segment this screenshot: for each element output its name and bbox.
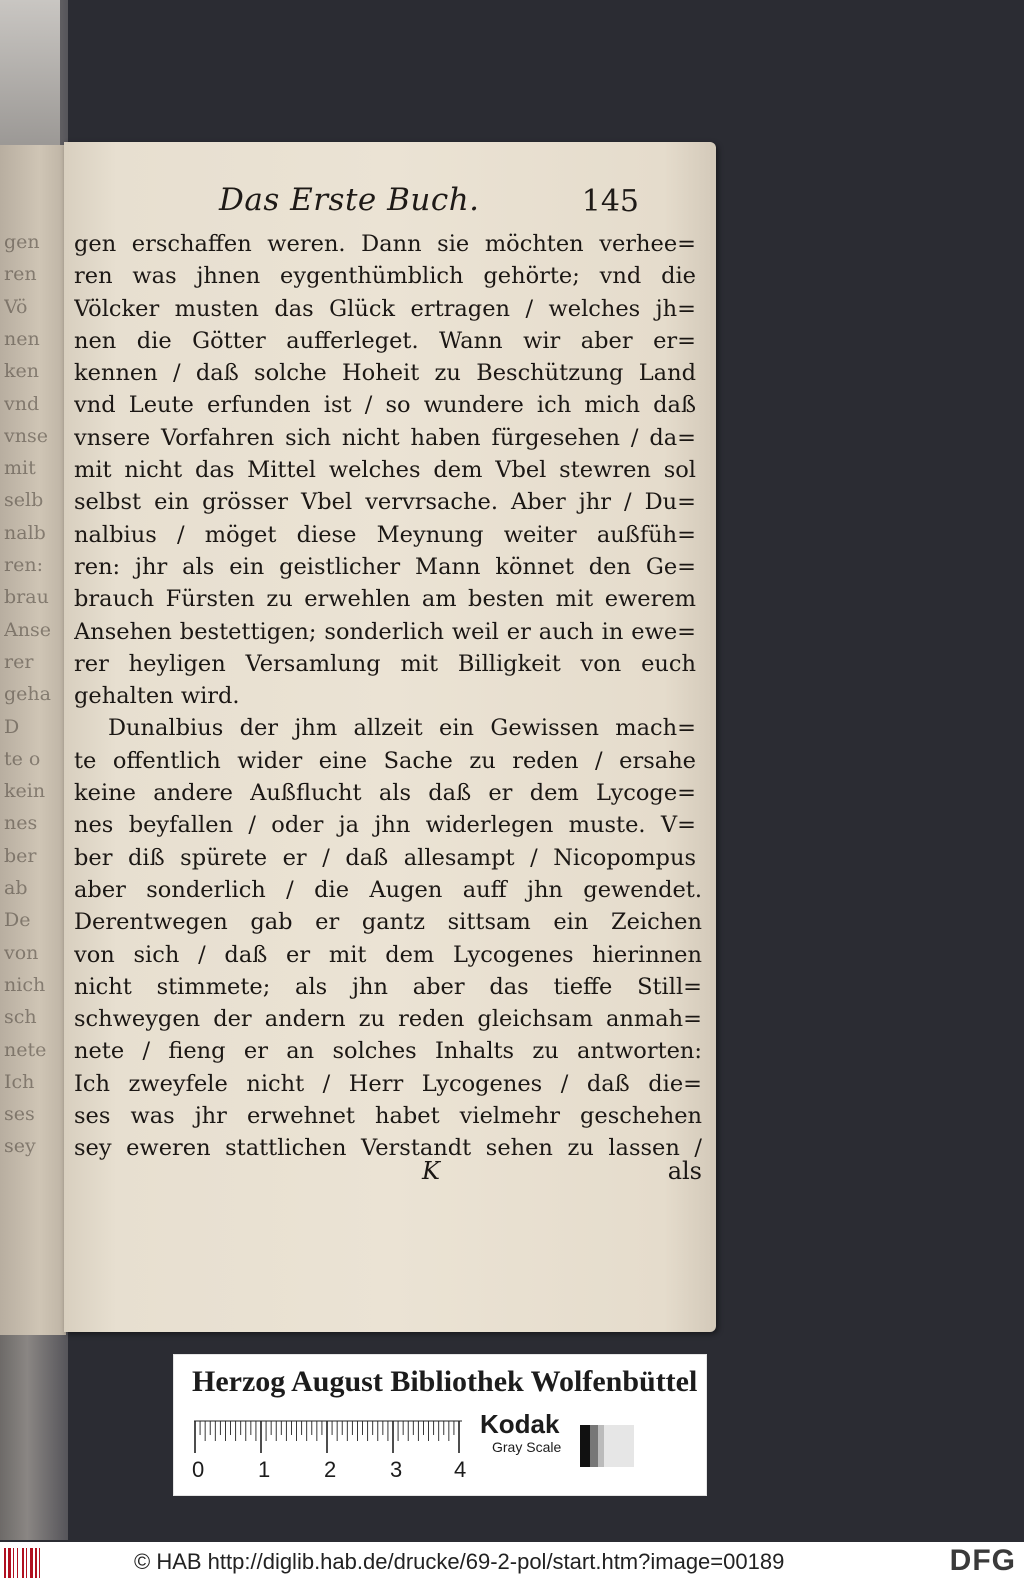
previous-page-fragment: te o (4, 747, 41, 770)
signature-mark: K (422, 1157, 440, 1185)
previous-page-fragment: De (4, 909, 31, 932)
previous-page-fragment: Vö (4, 295, 28, 318)
previous-page-fragment: Ich (4, 1070, 35, 1093)
text-line: aber sonderlich / die Augen auff jhn gewendet. (74, 876, 702, 903)
text-line: Ich zweyfele nicht / Herr Lycogenes / daß die= (74, 1070, 702, 1097)
body-text (74, 228, 702, 1165)
text-line: vnd Leute erfunden ist / so wundere ich mich daß (74, 392, 696, 419)
previous-page-fragment: nich (4, 973, 46, 996)
text-line: ren was jhnen eygenthümblich gehörte; vnd die (74, 263, 696, 290)
previous-page-fragment: ren: (4, 554, 43, 576)
text-line: nen die Götter aufferleget. Wann wir aber er= (74, 327, 696, 354)
previous-page-fragment: ber (4, 844, 37, 867)
dfg-logo: DFG (949, 1544, 1016, 1577)
page-number: 145 (581, 184, 639, 219)
previous-page-fragment: ab (4, 877, 28, 899)
barcode-bar (4, 1548, 6, 1578)
scale-number-4: 4 (454, 1457, 467, 1482)
previous-page-fragment: gen (4, 231, 40, 253)
text-line: nes beyfallen / oder ja jhn widerlegen muste. V= (74, 812, 696, 839)
scale-number-3: 3 (390, 1457, 403, 1482)
barcode-bar (17, 1548, 18, 1578)
library-name: Herzog August Bibliothek Wolfenbüttel (192, 1365, 698, 1398)
barcode-icon (4, 1548, 48, 1578)
text-line: Dunalbius der jhm allzeit ein Gewissen mach= (108, 715, 696, 742)
previous-page-fragment: ken (4, 360, 39, 383)
text-line: keine andere Außflucht als daß er dem Lycoge= (74, 780, 696, 807)
previous-page-fragment: nen (4, 327, 40, 350)
scale-numbers (192, 1457, 492, 1487)
text-line: ren: jhr als ein geistlicher Mann könnet den Ge= (74, 553, 696, 580)
scanner-background-light (0, 0, 60, 150)
text-line: kennen / daß solche Hoheit zu Beschützung Land (74, 360, 696, 387)
text-line: vnsere Vorfahren sich nicht haben fürgesehen / da= (74, 424, 696, 451)
text-line: nicht stimmete; als jhn aber das tieffe Still= (74, 973, 702, 1000)
text-line: te offentlich wider eine Sache zu reden / ersahe (74, 747, 696, 774)
copyright-credit: © HAB http://diglib.hab.de/drucke/69-2-pol/start.htm?image=00189 (134, 1549, 785, 1574)
text-line: ber diß spürete er / daß allesampt / Nicopompus (74, 844, 696, 871)
text-line: selbst ein grösser Vbel vervrsache. Aber jhr / Du= (74, 489, 696, 516)
running-head (219, 182, 639, 222)
scale-number-1: 1 (258, 1457, 271, 1482)
barcode-bar (8, 1548, 11, 1578)
previous-page-fragment: nalb (4, 521, 46, 544)
text-line: Derentwegen gab er gantz sittsam ein Zeichen (74, 909, 702, 936)
text-line: brauch Fürsten zu erwehlen am besten mit ewerem (74, 586, 696, 613)
scale-ruler (194, 1413, 462, 1463)
barcode-bar (39, 1548, 40, 1578)
text-line: Ansehen bestettigen; sonderlich weil er auch in ewe= (74, 618, 696, 645)
scale-number-2: 2 (324, 1457, 337, 1482)
previous-page-edge (0, 145, 66, 1335)
text-line: von sich / daß er mit dem Lycogenes hierinnen (74, 941, 702, 968)
barcode-bar (30, 1548, 33, 1578)
book-page (64, 142, 716, 1332)
color-target-card (173, 1354, 707, 1496)
previous-page-fragment: nete (4, 1038, 47, 1061)
gray-scale-swatch (580, 1425, 634, 1467)
previous-page-fragment: D (4, 715, 20, 738)
barcode-bar (22, 1548, 24, 1578)
text-line: nete / fieng er an solches Inhalts zu antworten: (74, 1038, 702, 1065)
text-line: gen erschaffen weren. Dann sie möchten verhee= (74, 231, 696, 257)
catchword: als (667, 1157, 702, 1185)
barcode-bar (26, 1548, 27, 1578)
running-title: Das Erste Buch. (219, 182, 480, 218)
text-line: nalbius / möget diese Meynung weiter außfüh= (74, 521, 696, 548)
text-line: mit nicht das Mittel welches dem Vbel stewren sol (74, 457, 696, 484)
kodak-logo: Kodak (480, 1409, 560, 1439)
previous-page-fragment: vnse (4, 424, 48, 447)
previous-page-fragment: ren (4, 263, 37, 286)
barcode-bar (13, 1548, 14, 1578)
text-line: rer heyligen Versamlung mit Billigkeit von euch (74, 650, 696, 677)
previous-page-fragment: nes (4, 812, 38, 835)
text-line: gehalten wird. (74, 683, 240, 710)
previous-page-fragment: von (4, 941, 39, 964)
previous-page-fragment: selb (4, 489, 44, 512)
scale-number-0: 0 (192, 1457, 205, 1482)
previous-page-fragment: rer (4, 650, 34, 673)
previous-page-fragment: Anse (4, 618, 51, 641)
previous-page-fragment: mit (4, 457, 36, 480)
previous-page-fragment: kein (4, 780, 46, 803)
previous-page-fragment: geha (4, 683, 51, 706)
barcode-bar (35, 1548, 37, 1578)
previous-page-fragment: sch (4, 1006, 37, 1029)
text-line: ses was jhr erwehnet habet vielmehr geschehen (74, 1103, 702, 1130)
previous-page-fragment: sey (4, 1135, 36, 1158)
catchline (74, 1157, 702, 1191)
previous-page-fragment: brau (4, 586, 49, 609)
previous-page-fragment: vnd (4, 392, 40, 415)
gray-scale-label: Gray Scale (492, 1439, 562, 1455)
text-line: Völcker musten das Glück ertragen / welches jh= (74, 295, 696, 322)
text-line: sey eweren stattlichen Verstandt sehen zu lassen / (74, 1135, 702, 1162)
previous-page-fragment: ses (4, 1103, 35, 1126)
text-line: schweygen der andern zu reden gleichsam anmah= (74, 1006, 702, 1033)
footer-bar (0, 1542, 1024, 1582)
